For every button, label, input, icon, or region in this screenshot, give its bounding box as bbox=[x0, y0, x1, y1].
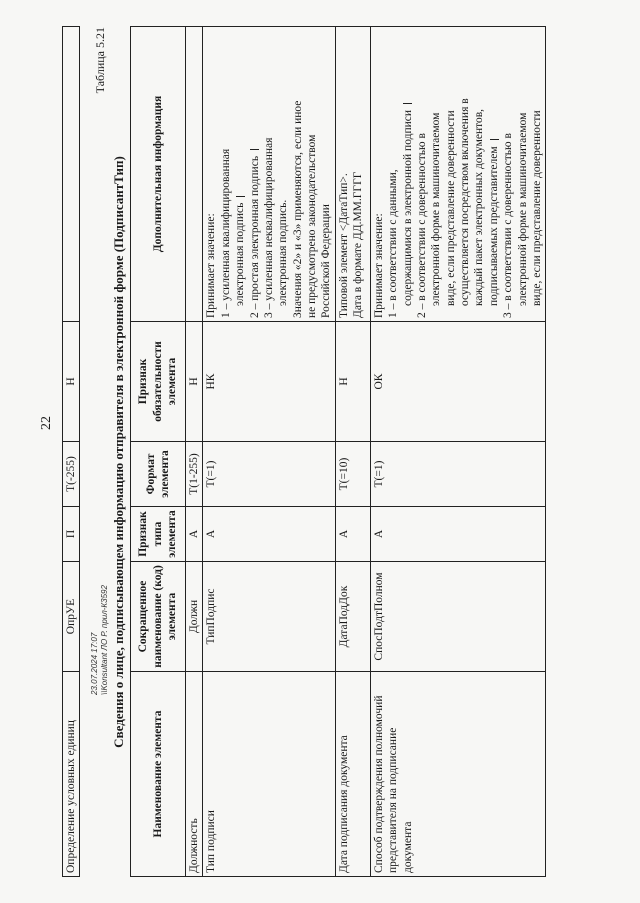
top-row-info bbox=[63, 27, 80, 322]
info-line: Российской Федерации bbox=[320, 204, 333, 318]
print-stamp bbox=[90, 585, 109, 695]
row-required: Н bbox=[335, 322, 370, 442]
row-info bbox=[186, 27, 203, 322]
row-type: А bbox=[203, 507, 335, 562]
row-code: Должн bbox=[186, 562, 203, 672]
info-line: 1 – усиленная квалифицированная bbox=[219, 148, 232, 318]
info-line: электронной форме в машиночитаемом bbox=[430, 112, 443, 306]
info-line: Типовой элемент <ДатаТип>. bbox=[337, 173, 350, 318]
table-row bbox=[203, 27, 335, 877]
elements-table bbox=[130, 26, 546, 877]
row-format: T(=1) bbox=[203, 442, 335, 507]
info-line: виде, если представление доверенности bbox=[530, 110, 543, 306]
row-required: Н bbox=[186, 322, 203, 442]
row-type: А bbox=[370, 507, 546, 562]
row-format: T(1-255) bbox=[186, 442, 203, 507]
header-info: Дополнительная информация bbox=[131, 27, 186, 322]
info-line: Дата в формате ДД.ММ.ГГГГ bbox=[352, 171, 365, 318]
row-code: СпосПодтПолном bbox=[370, 562, 546, 672]
row-required: НК bbox=[203, 322, 335, 442]
row-type: А bbox=[335, 507, 370, 562]
row-required: ОК bbox=[370, 322, 546, 442]
table-header-row bbox=[131, 27, 186, 877]
table-row bbox=[335, 27, 370, 877]
info-line: 3 – усиленная неквалифицированная bbox=[262, 137, 275, 318]
info-line: каждый пакет электронных документов, bbox=[473, 108, 486, 306]
rotated-page-content bbox=[62, 27, 562, 877]
top-row-type: П bbox=[63, 507, 80, 562]
top-row-code: ОпрУЕ bbox=[63, 562, 80, 672]
header-name: Наименование элемента bbox=[131, 672, 186, 877]
info-line: электронная подпись. bbox=[277, 199, 290, 306]
info-line: Принимает значение: bbox=[372, 213, 385, 318]
row-type: А bbox=[186, 507, 203, 562]
row-name: Тип подписи bbox=[203, 672, 335, 877]
top-row-required: Н bbox=[63, 322, 80, 442]
row-code: ТипПодпис bbox=[203, 562, 335, 672]
info-line: Значения «2» и «3» применяются, если иное bbox=[291, 100, 304, 318]
info-line: содержащимися в электронной подписи bbox=[401, 30, 415, 318]
info-line: подписываемых представителем bbox=[487, 30, 501, 318]
table-label: Таблица 5.21 bbox=[93, 27, 107, 94]
table-row bbox=[370, 27, 546, 877]
header-type: Признак типа элемента bbox=[131, 507, 186, 562]
info-line: не предусмотрено законодательством bbox=[306, 134, 318, 318]
info-line: осуществляется посредством включения в bbox=[459, 98, 471, 306]
header-format: Формат элемента bbox=[131, 442, 186, 507]
info-line: электронной форме в машиночитаемом bbox=[516, 112, 529, 306]
header-required: Признак обязательности элемента bbox=[131, 322, 186, 442]
stamp-path: \\Konsultant ЛО Р. прил-К3592 bbox=[99, 585, 109, 695]
row-info bbox=[335, 27, 370, 322]
stamp-date: 23.07.2024 17:07 bbox=[90, 632, 99, 695]
row-name: Дата подписания документа bbox=[335, 672, 370, 877]
header-code: Сокращенное наименование (код) элемента bbox=[131, 562, 186, 672]
table-row bbox=[63, 27, 80, 877]
top-row-table bbox=[62, 26, 80, 877]
row-info bbox=[203, 27, 335, 322]
row-format: T(=10) bbox=[335, 442, 370, 507]
table-row bbox=[186, 27, 203, 877]
row-code: ДатаПодДок bbox=[335, 562, 370, 672]
info-line: Принимает значение: bbox=[205, 213, 218, 318]
info-line: 3 – в соответствии с доверенностью в bbox=[502, 133, 515, 318]
info-line: 2 – простая электронная подпись bbox=[248, 30, 262, 318]
info-line: электронная подпись bbox=[233, 30, 247, 318]
info-line: виде, если представление доверенности bbox=[444, 110, 457, 306]
top-row-name: Определение условных единиц bbox=[63, 672, 80, 877]
top-row-format: T(-255) bbox=[63, 442, 80, 507]
info-line: 2 – в соответствии с доверенностью в bbox=[415, 133, 428, 318]
section-heading: Сведения о лице, подписывающем информацию отправителя в электронной форме (ПодписантТип) bbox=[111, 156, 126, 748]
row-info bbox=[370, 27, 546, 322]
row-name: Должность bbox=[186, 672, 203, 877]
row-name: Способ подтверждения полномочий представителя на подписание документа bbox=[370, 672, 546, 877]
info-line: 1 – в соответствии с данными, bbox=[387, 169, 400, 318]
row-format: T(=1) bbox=[370, 442, 546, 507]
page-number: 22 bbox=[39, 416, 54, 430]
